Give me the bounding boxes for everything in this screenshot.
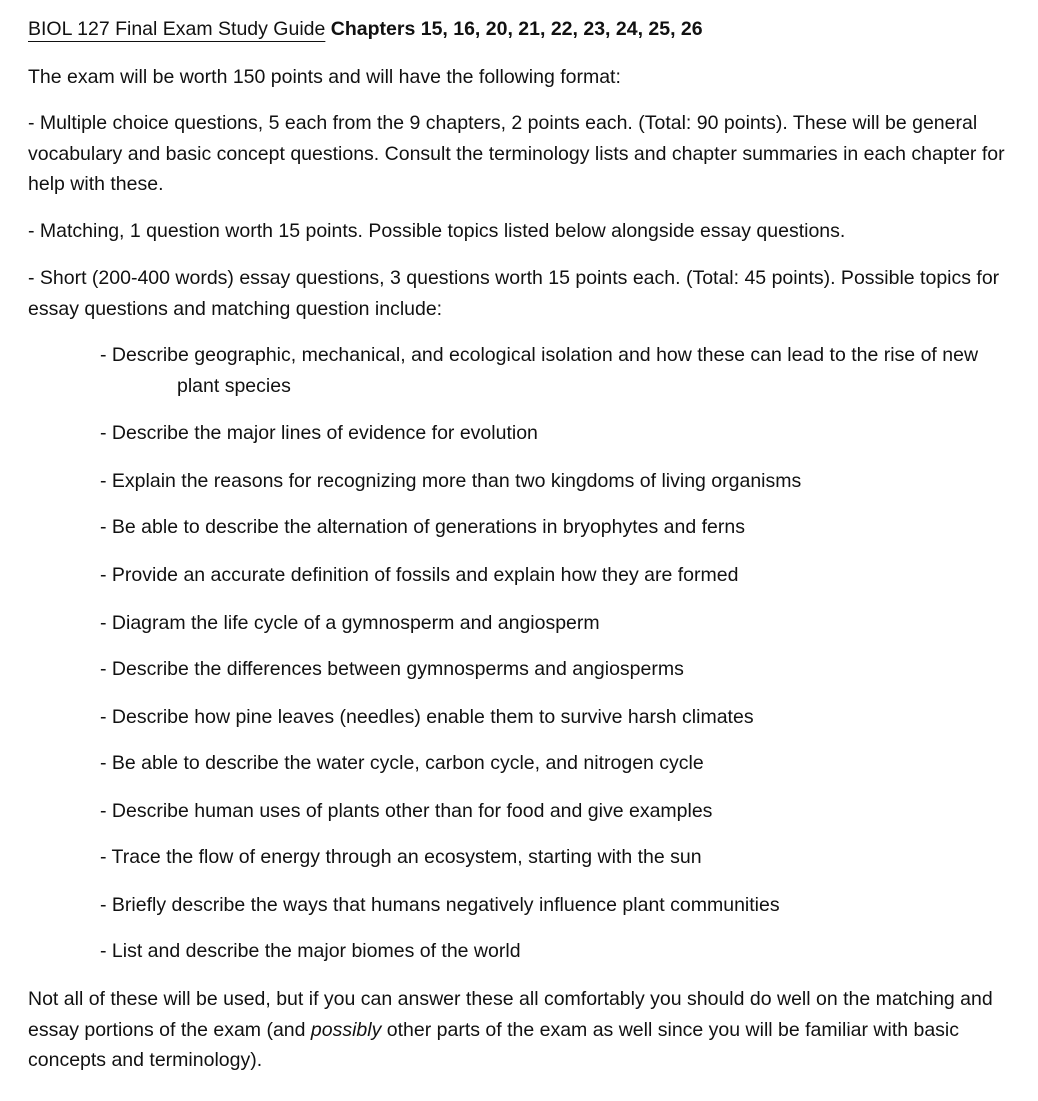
document-header [28, 14, 703, 45]
topic-item: - Describe geographic, mechanical, and ecological isolation and how these can lead to the rise of new plant species [100, 344, 979, 397]
closing-text-end: other parts of the exam as well since you will be familiar with basic concepts and terminology). [28, 1018, 960, 1071]
format-matching: - Matching, 1 question worth 15 points. Possible topics listed below alongside essay questions. [28, 220, 846, 242]
topic-item: - Be able to describe the alternation of generations in bryophytes and ferns [100, 516, 745, 538]
closing-paragraph [28, 984, 1018, 1076]
topic-item: - List and describe the major biomes of the world [100, 940, 521, 962]
topic-item: - Describe the differences between gymnosperms and angiosperms [100, 658, 684, 680]
topic-item: - Trace the flow of energy through an ecosystem, starting with the sun [100, 846, 702, 868]
topic-item: - Explain the reasons for recognizing more than two kingdoms of living organisms [100, 470, 802, 492]
topic-item: - Diagram the life cycle of a gymnosperm and angiosperm [100, 612, 600, 634]
topic-item: - Describe how pine leaves (needles) enable them to survive harsh climates [100, 706, 754, 728]
format-essay: - Short (200-400 words) essay questions, 3 questions worth 15 points each. (Total: 45 points). Possible topics for essay questions and matching question include: [28, 267, 1000, 320]
closing-emphasis: possibly [310, 1018, 382, 1041]
topic-item: - Provide an accurate definition of fossils and explain how they are formed [100, 564, 739, 586]
chapters-list: Chapters 15, 16, 20, 21, 22, 23, 24, 25, 26 [330, 18, 703, 40]
format-multiple-choice: - Multiple choice questions, 5 each from the 9 chapters, 2 points each. (Total: 90 points). These will be general vocabulary and basic concept questions. Consult the terminology lists and chapter summaries in each chapter for help with these. [28, 112, 1005, 195]
topic-item: - Describe the major lines of evidence for evolution [100, 422, 538, 444]
topic-item: - Describe human uses of plants other than for food and give examples [100, 800, 713, 822]
intro-paragraph: The exam will be worth 150 points and will have the following format: [28, 66, 621, 88]
document-title: BIOL 127 Final Exam Study Guide [28, 18, 326, 40]
topic-item: - Be able to describe the water cycle, carbon cycle, and nitrogen cycle [100, 752, 704, 774]
closing-text-start: Not all of these will be used, but if you can answer these all comfortably you should do well on the matching and essay portions of the exam (and [28, 988, 993, 1041]
topic-item: - Briefly describe the ways that humans negatively influence plant communities [100, 894, 780, 916]
